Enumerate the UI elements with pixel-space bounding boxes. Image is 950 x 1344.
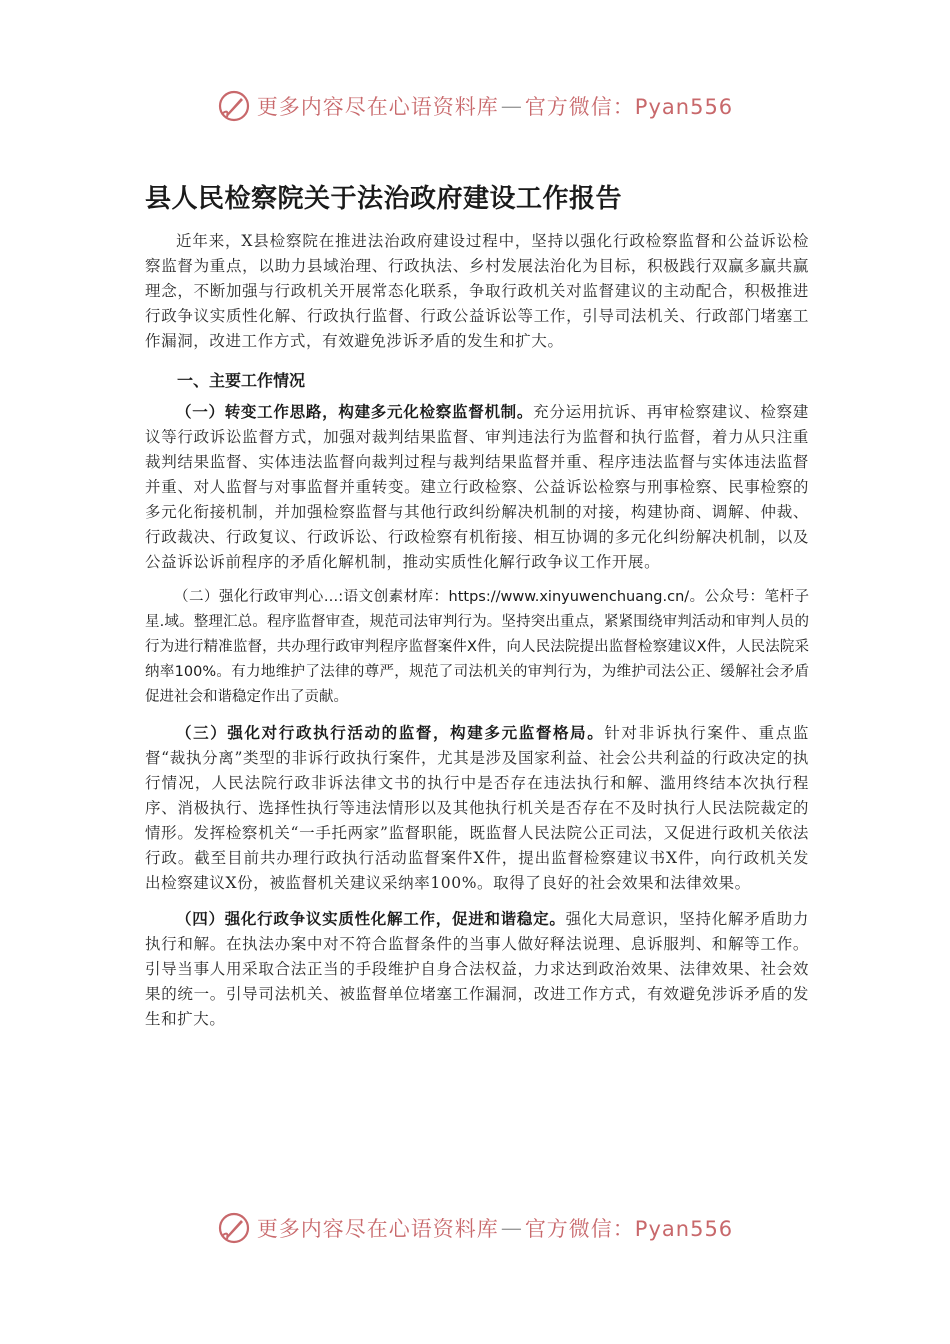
quill-pen-logo-icon [217, 1211, 251, 1245]
item-body-1: 充分运用抗诉、再审检察建议、检察建议等行政诉讼监督方式，加强对裁判结果监督、审判违法行为监督和执行监督，着力从只注重裁判结果监督、实体违法监督向裁判过程与裁判结果监督并重、程序违法监督与实体违法监督并重、对人监督与对事监督并重转变。建立行政检察、公益诉讼检察与刑事检察、民事检察的多元化衔接机制，并加强检察监督与其他行政纠纷解决机制的对接，构建协商、调解、仲裁、行政裁决、行政复议、行政诉讼、行政检察有机衔接、相互协调的多元化纠纷解决机制，以及公益诉讼诉前程序的矛盾化解机制，推动实质性化解行政争议工作开展。 [145, 403, 810, 571]
item-lead-1: （一）转变工作思路，构建多元化检察监督机制。 [176, 402, 534, 421]
intro-paragraph: 近年来，X县检察院在推进法治政府建设过程中，坚持以强化行政检察监督和公益诉讼检察监督为重点，以助力县域治理、行政执法、乡村发展法治化为目标，积极践行双赢多赢共赢理念，不断加强与行政机关开展常态化联系，争取行政机关对监督建议的主动配合，积极推进行政争议实质性化解、行政执行监督、行政公益诉讼等工作，引导司法机关、行政部门堵塞工作漏洞，改进工作方式，有效避免涉诉矛盾的发生和扩大。 [145, 232, 809, 350]
watermark-banner-top [0, 84, 950, 128]
item-body-4: 强化大局意识，坚持化解矛盾助力执行和解。在执法办案中对不符合监督条件的当事人做好释法说理、息诉服判、和解等工作。引导当事人用采取合法正当的手段维护自身合法权益，力求达到政治效果、法律效果、社会效果的统一。引导司法机关、被监督单位堵塞工作漏洞，改进工作方式，有效避免涉诉矛盾的发生和扩大。 [145, 910, 809, 1028]
item-body-3: 针对非诉执行案件、重点监督“裁执分离”类型的非诉行政执行案件，尤其是涉及国家利益、社会公共利益的行政决定的执行情况，人民法院行政非诉法律文书的执行中是否存在违法执行和解、滥用终结本次执行程序、消极执行、选择性执行等违法情形以及其他执行机关是否存在不及时执行人民法院裁定的情形。发挥检察机关“一手托两家”监督职能，既监督人民法院公正司法，又促进行政机关依法行政。截至目前共办理行政执行活动监督案件X件，提出监督检察建议书X件，向行政机关发出检察建议X份，被监督机关建议采纳率100%。取得了良好的社会效果和法律效果。 [145, 724, 809, 892]
document-body [145, 178, 809, 1032]
item-paragraph-3 [145, 720, 809, 896]
item-paragraph-4 [145, 906, 809, 1032]
document-title: 县人民检察院关于法治政府建设工作报告 [145, 184, 623, 214]
watermark-text: 更多内容尽在心语资料库 [256, 1217, 499, 1241]
watermark-text: 更多内容尽在心语资料库 [256, 95, 499, 119]
quill-pen-logo-icon [217, 89, 251, 123]
watermark-separator: — [500, 94, 523, 118]
watermark-wechat: 官方微信：Pyan556 [524, 95, 734, 119]
item-paragraph-2 [145, 585, 809, 710]
watermark-separator: — [500, 1216, 523, 1240]
watermark-wechat: 官方微信：Pyan556 [524, 1217, 734, 1241]
item-paragraph-1 [145, 399, 809, 575]
item-body-2: （二）强化行政审判心…:语文创素材库：https://www.xinyuwenchuang.cn/。公众号：笔杆子星.域。整理汇总。程序监督审查，规范司法审判行为。坚持突出重点，紧紧围绕审判活动和审判人员的行为进行精准监督，共办理行政审判程序监督案件X件，向人民法院提出监督检察建议X件，人民法院采纳率100%。有力地维护了法律的尊严，规范了司法机关的审判行为，为维护司法公正、缓解社会矛盾促进社会和谐稳定作出了贡献。 [145, 589, 809, 705]
section-heading: 一、主要工作情况 [177, 371, 306, 390]
item-lead-3: （三）强化对行政执行活动的监督，构建多元监督格局。 [176, 723, 605, 742]
item-lead-4: （四）强化行政争议实质性化解工作，促进和谐稳定。 [176, 909, 566, 928]
watermark-banner-bottom [0, 1206, 950, 1250]
